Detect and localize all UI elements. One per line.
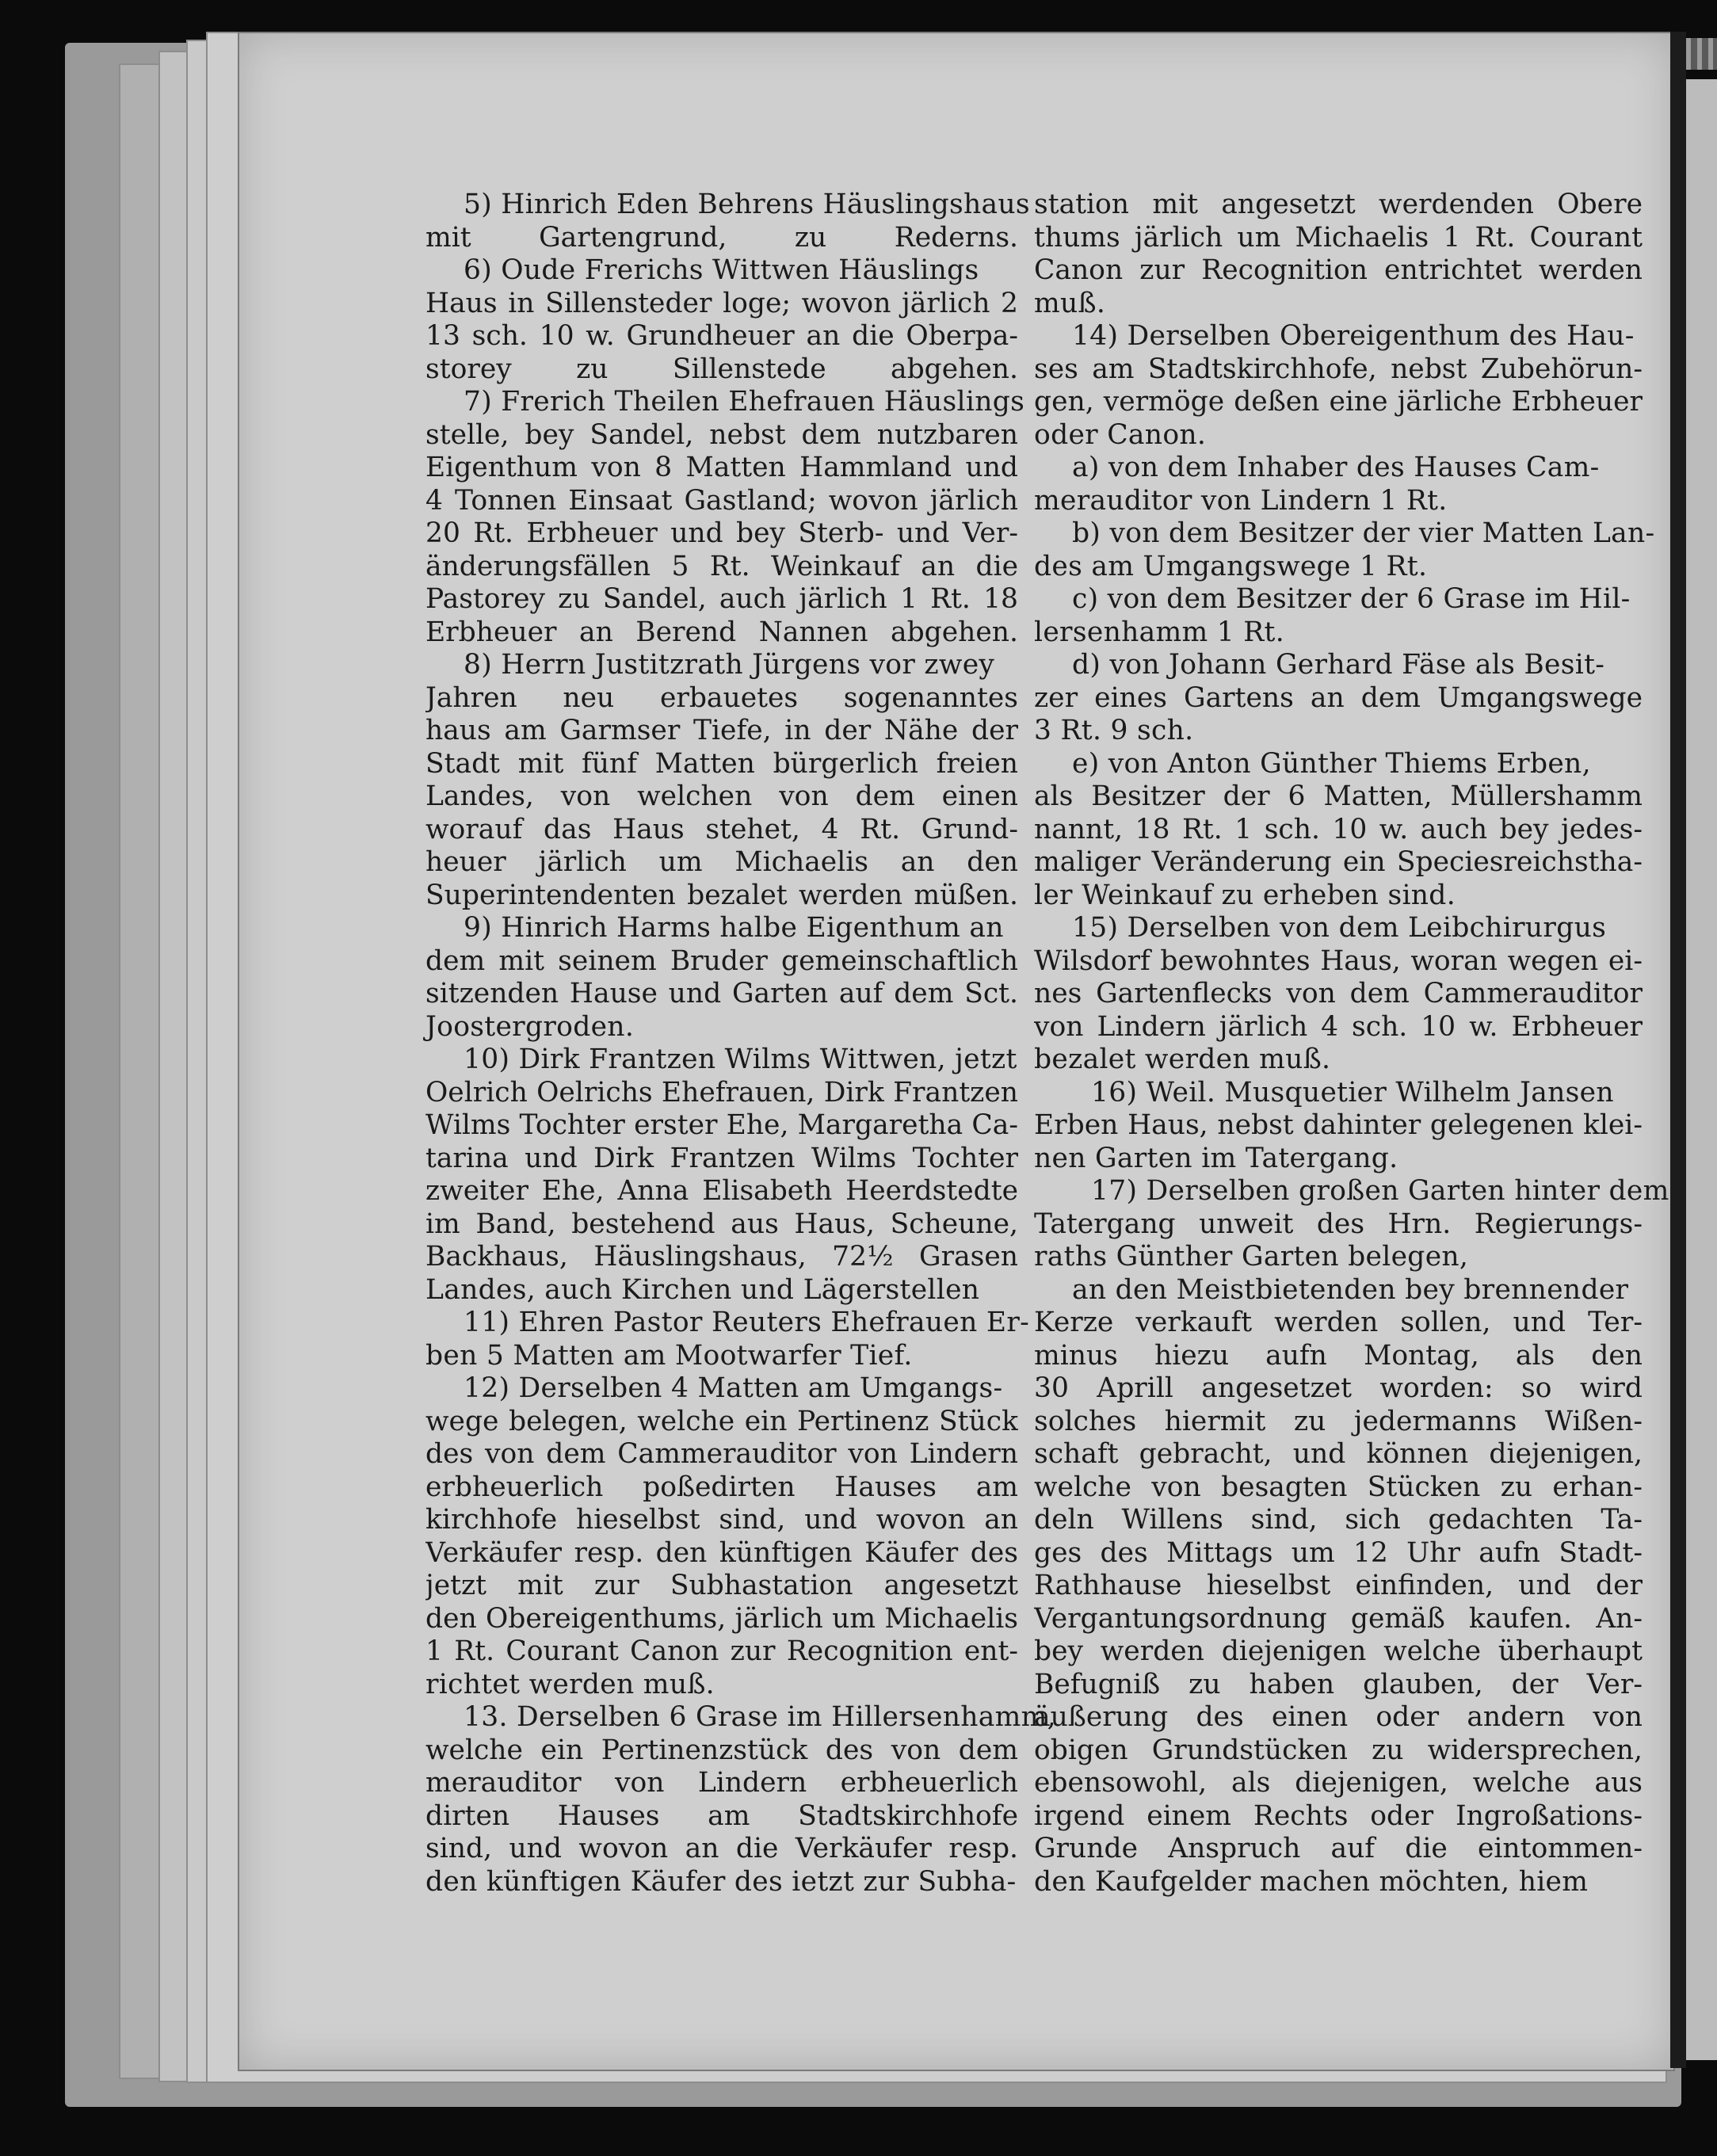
text-line: Befugniß zu haben glauben, der Ver- (1034, 1668, 1643, 1700)
text-line: thums järlich um Michaelis 1 Rt. Courant (1034, 221, 1643, 254)
left-text-column (425, 189, 1056, 1898)
text-line: Grunde Anspruch auf die eintommen- (1034, 1833, 1643, 1864)
text-line: Eigenthum von 8 Matten Hammland und (425, 452, 1018, 483)
text-line: mit Gartengrund, zu Rederns. (425, 221, 1018, 254)
text-line: minus hiezu aufn Montag, als den (1034, 1339, 1643, 1372)
text-line: ges des Mittags um 12 Uhr aufn Stadt- (1034, 1536, 1643, 1569)
text-line: b) von dem Besitzer der vier Matten Lan- (1072, 517, 1655, 549)
text-line: Rathhause hieselbst einfinden, und der (1034, 1570, 1643, 1601)
text-line: haus am Garmser Tiefe, in der Nähe der (425, 715, 1018, 746)
text-line: äußerung des einen oder andern von (1034, 1701, 1643, 1733)
text-line: Tatergang unweit des Hrn. Regierungs- (1034, 1208, 1643, 1240)
text-line: Wilsdorf bewohntes Haus, woran wegen ei- (1034, 944, 1643, 977)
text-line: erbheuerlich poßedirten Hauses am (425, 1471, 1018, 1503)
text-line: nen Garten im Tatergang. (1034, 1142, 1398, 1174)
text-line: Pastorey zu Sandel, auch järlich 1 Rt. 18 (425, 583, 1018, 615)
text-line: als Besitzer der 6 Matten, Müllershamm (1034, 780, 1643, 812)
text-line: bey werden diejenigen welche überhaupt (1034, 1635, 1643, 1667)
text-line: änderungsfällen 5 Rt. Weinkauf an die (425, 550, 1018, 582)
text-line: 30 Aprill angesetzet worden: so wird (1034, 1372, 1643, 1404)
text-line: Wilms Tochter erster Ehe, Margaretha Ca- (425, 1109, 1018, 1141)
text-line: worauf das Haus stehet, 4 Rt. Grund- (425, 813, 1018, 845)
text-line: maliger Veränderung ein Speciesreichstha- (1034, 846, 1643, 878)
text-line: merauditor von Lindern erbheuerlich (425, 1767, 1018, 1799)
text-line: 16) Weil. Musquetier Wilhelm Jansen (1091, 1076, 1614, 1109)
text-line: jetzt mit zur Subhastation angesetzt (425, 1570, 1018, 1601)
text-line: e) von Anton Günther Thiems Erben, (1072, 747, 1591, 780)
text-line: welche ein Pertinenzstück des von dem (425, 1734, 1018, 1766)
text-line: Landes, auch Kirchen und Lägerstellen (425, 1273, 980, 1306)
text-line: storey zu Sillenstede abgehen. (425, 353, 1018, 385)
text-line: ben 5 Matten am Mootwarfer Tief. (425, 1339, 913, 1372)
text-line: an den Meistbietenden bey brennender (1072, 1273, 1629, 1306)
text-line: obigen Grundstücken zu widersprechen, (1034, 1734, 1643, 1766)
text-line: wege belegen, welche ein Pertinenz Stück (425, 1405, 1018, 1437)
text-line: Landes, von welchen von dem einen (425, 780, 1018, 812)
text-line: 11) Ehren Pastor Reuters Ehefrauen Er- (464, 1307, 1030, 1338)
text-line: lersenhamm 1 Rt. (1034, 616, 1284, 648)
text-line: raths Günther Garten belegen, (1034, 1241, 1469, 1273)
text-line: im Band, bestehend aus Haus, Scheune, (425, 1208, 1018, 1240)
text-line: zweiter Ehe, Anna Elisabeth Heerdstedte (425, 1175, 1018, 1207)
text-line: den Obereigenthums, järlich um Michaelis (425, 1602, 1018, 1635)
text-line: 14) Derselben Obereigenthum des Hau- (1072, 320, 1635, 352)
text-line: heuer järlich um Michaelis an den (425, 846, 1018, 878)
text-line: 8) Herrn Justitzrath Jürgens vor zwey (464, 649, 995, 681)
text-line: Jahren neu erbauetes sogenanntes (425, 681, 1018, 714)
text-line: Canon zur Recognition entrichtet werden (1034, 254, 1643, 286)
text-line: bezalet werden muß. (1034, 1044, 1331, 1075)
facing-page-edge (1686, 79, 1717, 2060)
text-line: c) von dem Besitzer der 6 Grase im Hil- (1072, 583, 1631, 615)
right-text-column (1034, 189, 1669, 1898)
text-line: Oelrich Oelrichs Ehefrauen, Dirk Frantzen (425, 1076, 1018, 1109)
text-line: den künftigen Käufer des ietzt zur Subha- (425, 1865, 1017, 1898)
text-line: muß. (1034, 287, 1106, 319)
text-line: 17) Derselben großen Garten hinter dem (1091, 1175, 1669, 1207)
text-line: Erbheuer an Berend Nannen abgehen. (425, 616, 1018, 648)
text-line: Stadt mit fünf Matten bürgerlich freien (425, 747, 1018, 780)
text-line: Verkäufer resp. den künftigen Käufer des (425, 1536, 1018, 1569)
text-line: Kerze verkauft werden sollen, und Ter- (1034, 1307, 1643, 1338)
text-line: stelle, bey Sandel, nebst dem nutzbaren (425, 418, 1018, 451)
text-line: nannt, 18 Rt. 1 sch. 10 w. auch bey jedes- (1034, 813, 1643, 845)
text-line: 10) Dirk Frantzen Wilms Wittwen, jetzt (464, 1044, 1017, 1075)
text-line: ler Weinkauf zu erheben sind. (1034, 879, 1456, 911)
text-line: 7) Frerich Theilen Ehefrauen Häuslings (464, 386, 1025, 418)
text-line: 6) Oude Frerichs Wittwen Häuslings (464, 254, 979, 286)
text-line: 1 Rt. Courant Canon zur Recognition ent- (425, 1635, 1018, 1667)
text-line: solches hiermit zu jedermanns Wißen- (1034, 1405, 1643, 1437)
text-line: zer eines Gartens an dem Umgangswege (1034, 681, 1643, 714)
text-line: dirten Hauses am Stadtskirchhofe (425, 1799, 1018, 1832)
text-line: a) von dem Inhaber des Hauses Cam- (1072, 452, 1600, 483)
text-line: merauditor von Lindern 1 Rt. (1034, 484, 1448, 517)
text-line: deln Willens sind, sich gedachten Ta- (1034, 1504, 1643, 1536)
text-line: des am Umgangswege 1 Rt. (1034, 550, 1428, 582)
text-line: Haus in Sillensteder loge; wovon järlich 2 (425, 287, 1018, 319)
text-line: richtet werden muß. (425, 1668, 715, 1700)
text-line: Vergantungsordnung gemäß kaufen. An- (1034, 1602, 1643, 1635)
text-line: 12) Derselben 4 Matten am Umgangs- (464, 1372, 1003, 1404)
text-line: 13 sch. 10 w. Grundheuer an die Oberpa- (425, 320, 1018, 352)
text-line: schaft gebracht, und können diejenigen, (1034, 1438, 1643, 1470)
text-line: kirchhofe hieselbst sind, und wovon an (425, 1504, 1018, 1536)
text-line: von Lindern järlich 4 sch. 10 w. Erbheuer (1034, 1010, 1643, 1043)
text-line: 15) Derselben von dem Leibchirurgus (1072, 912, 1607, 944)
text-line: sind, und wovon an die Verkäufer resp. (425, 1833, 1018, 1864)
text-line: sitzenden Hause und Garten auf dem Sct. (425, 978, 1018, 1009)
text-line: welche von besagten Stücken zu erhan- (1034, 1471, 1643, 1503)
text-line: nes Gartenflecks von dem Cammerauditor (1034, 978, 1643, 1009)
text-line: 4 Tonnen Einsaat Gastland; wovon järlich (425, 484, 1018, 517)
text-line: station mit angesetzt werdenden Obere (1034, 189, 1643, 220)
text-line: irgend einem Rechts oder Ingroßations- (1034, 1799, 1643, 1832)
text-line: 9) Hinrich Harms halbe Eigenthum an (464, 912, 1004, 944)
text-line: Backhaus, Häuslingshaus, 72½ Grasen (425, 1241, 1018, 1273)
text-line: Joostergroden. (425, 1010, 635, 1043)
text-line: ebensowohl, als diejenigen, welche aus (1034, 1767, 1643, 1799)
text-line: gen, vermöge deßen eine järliche Erbheuer (1034, 386, 1643, 418)
text-line: 5) Hinrich Eden Behrens Häuslingshaus (464, 189, 1030, 220)
text-line: ses am Stadtskirchhofe, nebst Zubehörun- (1034, 353, 1643, 385)
text-line: 20 Rt. Erbheuer und bey Sterb- und Ver- (425, 517, 1018, 549)
text-line: d) von Johann Gerhard Fäse als Besit- (1072, 649, 1605, 681)
text-line: oder Canon. (1034, 418, 1207, 451)
text-line: 13. Derselben 6 Grase im Hillersenhamm, (464, 1701, 1056, 1733)
text-line: Erben Haus, nebst dahinter gelegenen klei- (1034, 1109, 1643, 1141)
text-line: Superintendenten bezalet werden müßen. (425, 879, 1018, 911)
text-line: 3 Rt. 9 sch. (1034, 715, 1194, 746)
book-gutter (1670, 32, 1686, 2068)
text-line: des von dem Cammerauditor von Lindern (425, 1438, 1018, 1470)
text-line: tarina und Dirk Frantzen Wilms Tochter (425, 1142, 1018, 1174)
text-line: den Kaufgelder machen möchten, hiem (1034, 1865, 1589, 1898)
text-line: dem mit seinem Bruder gemeinschaftlich (425, 944, 1018, 977)
